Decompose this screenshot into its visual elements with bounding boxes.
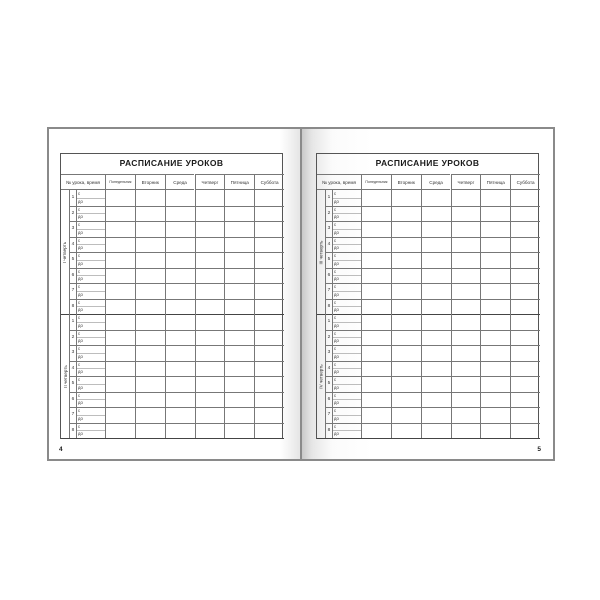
time-from-label: с (78, 377, 81, 382)
time-divider (77, 399, 105, 400)
right-page (302, 129, 553, 459)
column-header-day: Вторник (391, 174, 421, 190)
row-divider (61, 438, 284, 439)
column-divider (165, 190, 166, 438)
lesson-number: 6 (69, 392, 77, 408)
lesson-number: 7 (69, 407, 77, 423)
column-divider (391, 190, 392, 438)
time-to-label: до (334, 260, 339, 266)
lesson-number: 2 (69, 206, 77, 222)
column-header-day: Вторник (135, 174, 165, 190)
lesson-number: 2 (69, 330, 77, 346)
quarter-label (317, 190, 325, 314)
quarter-label-text: III четверть (318, 240, 324, 264)
column-divider (224, 190, 225, 438)
time-to-label: до (334, 245, 339, 250)
time-divider (77, 368, 105, 369)
time-from-label: с (334, 315, 337, 320)
time-to-label: до (334, 369, 339, 374)
time-to-label: до (78, 214, 83, 219)
quarter-label (61, 190, 69, 314)
lesson-number: 8 (69, 423, 77, 439)
quarter-label-text: I четверть (62, 241, 68, 263)
lesson-number: 1 (69, 190, 77, 206)
lesson-row (325, 407, 361, 423)
lesson-row (325, 423, 361, 439)
time-from-label: с (334, 284, 337, 289)
time-divider (333, 399, 361, 400)
lesson-row (325, 221, 361, 237)
lesson-number: 6 (325, 268, 333, 284)
lesson-row (325, 392, 361, 408)
lesson-row (325, 361, 361, 377)
lesson-number: 3 (325, 345, 333, 361)
time-from-label: с (78, 268, 81, 274)
time-to-label: до (78, 384, 83, 390)
lesson-row (69, 423, 105, 439)
column-header-day: Пятница (224, 174, 254, 190)
time-to-label: до (78, 276, 83, 281)
lesson-row (69, 361, 105, 377)
column-divider (105, 190, 106, 438)
time-to-label: до (334, 415, 339, 421)
time-to-label: до (78, 291, 83, 297)
lesson-row (325, 330, 361, 346)
time-to-label: до (78, 431, 83, 436)
lesson-number: 7 (325, 283, 333, 299)
lesson-number: 5 (325, 252, 333, 268)
lesson-number: 6 (69, 268, 77, 284)
time-divider (333, 415, 361, 416)
time-divider (77, 306, 105, 307)
lesson-row (69, 407, 105, 423)
column-header-day: Среда (421, 174, 451, 190)
column-header-day: Пятница (480, 174, 510, 190)
time-to-label: до (334, 338, 339, 343)
time-from-label: с (78, 423, 81, 429)
time-divider (77, 337, 105, 338)
time-divider (77, 198, 105, 199)
lesson-number: 7 (69, 283, 77, 299)
time-from-label: с (78, 346, 81, 351)
lesson-row (69, 330, 105, 346)
lesson-number: 1 (325, 314, 333, 330)
lesson-number: 3 (69, 221, 77, 237)
page-number: 4 (59, 446, 63, 453)
column-header-day: Четверг (195, 174, 225, 190)
left-page (49, 129, 300, 459)
time-from-label: с (334, 253, 337, 258)
time-divider (77, 384, 105, 385)
lesson-number: 2 (325, 206, 333, 222)
page-title: РАСПИСАНИЕ УРОКОВ (375, 158, 480, 168)
column-divider (421, 190, 422, 438)
time-divider (333, 213, 361, 214)
column-divider (361, 190, 362, 438)
time-from-label: с (78, 191, 81, 196)
time-divider (333, 430, 361, 431)
time-divider (333, 384, 361, 385)
time-to-label: до (78, 229, 83, 235)
time-divider (77, 213, 105, 214)
page-title: РАСПИСАНИЕ УРОКОВ (119, 158, 224, 168)
time-from-label: с (334, 423, 337, 429)
time-from-label: с (78, 330, 81, 336)
column-divider (135, 190, 136, 438)
time-divider (77, 275, 105, 276)
lesson-number: 2 (325, 330, 333, 346)
lesson-row (69, 190, 105, 206)
time-divider (333, 244, 361, 245)
time-to-label: до (334, 229, 339, 235)
quarter-label (317, 314, 325, 438)
lesson-number: 4 (69, 237, 77, 253)
schedule-grid (317, 190, 538, 438)
lesson-number: 8 (69, 299, 77, 315)
column-divider (480, 190, 481, 438)
time-to-label: до (334, 400, 339, 405)
page-number: 5 (537, 446, 541, 453)
time-to-label: до (334, 307, 339, 312)
time-to-label: до (78, 245, 83, 250)
quarter-label-text: IV четверть (318, 363, 324, 389)
lesson-row (325, 299, 361, 315)
time-from-label: с (78, 284, 81, 289)
lesson-row (325, 252, 361, 268)
time-to-label: до (78, 260, 83, 266)
time-divider (333, 322, 361, 323)
time-from-label: с (78, 361, 81, 367)
lesson-row (69, 345, 105, 361)
time-from-label: с (334, 392, 337, 398)
time-from-label: с (334, 408, 337, 413)
row-divider (317, 438, 540, 439)
time-from-label: с (78, 222, 81, 227)
time-from-label: с (78, 206, 81, 212)
time-to-label: до (78, 353, 83, 359)
lesson-row (69, 376, 105, 392)
lesson-row (325, 206, 361, 222)
time-divider (77, 291, 105, 292)
time-divider (77, 260, 105, 261)
time-to-label: до (334, 353, 339, 359)
time-to-label: до (334, 198, 339, 204)
time-divider (333, 229, 361, 230)
lesson-number: 4 (69, 361, 77, 377)
lesson-row (325, 314, 361, 330)
lesson-row (69, 392, 105, 408)
column-divider (451, 190, 452, 438)
column-divider (195, 190, 196, 438)
lesson-number: 8 (325, 299, 333, 315)
time-from-label: с (334, 191, 337, 196)
lesson-row (325, 283, 361, 299)
lesson-row (69, 299, 105, 315)
time-to-label: до (78, 369, 83, 374)
time-divider (333, 260, 361, 261)
column-divider (254, 190, 255, 438)
time-from-label: с (78, 392, 81, 398)
time-to-label: до (78, 322, 83, 328)
time-divider (333, 291, 361, 292)
time-from-label: с (78, 253, 81, 258)
lesson-row (325, 190, 361, 206)
lesson-row (325, 268, 361, 284)
time-divider (77, 353, 105, 354)
lesson-number: 4 (325, 237, 333, 253)
time-to-label: до (78, 307, 83, 312)
column-header-day: Суббота (510, 174, 540, 190)
lesson-number: 3 (69, 345, 77, 361)
time-to-label: до (334, 431, 339, 436)
schedule-grid (61, 190, 282, 438)
lesson-number: 5 (69, 252, 77, 268)
time-divider (77, 244, 105, 245)
column-header-lesson: № урока, время (61, 174, 105, 190)
time-from-label: с (334, 222, 337, 227)
column-header-day: Среда (165, 174, 195, 190)
time-to-label: до (78, 415, 83, 421)
time-from-label: с (334, 361, 337, 367)
lesson-row (69, 314, 105, 330)
lesson-number: 6 (325, 392, 333, 408)
lesson-row (69, 237, 105, 253)
time-to-label: до (334, 291, 339, 297)
time-from-label: с (78, 408, 81, 413)
time-divider (333, 306, 361, 307)
column-header-lesson: № урока, время (317, 174, 361, 190)
lesson-number: 5 (69, 376, 77, 392)
time-divider (333, 368, 361, 369)
lesson-number: 8 (325, 423, 333, 439)
lesson-row (69, 283, 105, 299)
lesson-number: 3 (325, 221, 333, 237)
time-from-label: с (334, 377, 337, 382)
time-to-label: до (334, 214, 339, 219)
time-divider (77, 415, 105, 416)
time-divider (77, 229, 105, 230)
time-from-label: с (78, 299, 81, 305)
lesson-row (69, 206, 105, 222)
lesson-number: 5 (325, 376, 333, 392)
time-from-label: с (334, 346, 337, 351)
lesson-row (325, 376, 361, 392)
column-divider (510, 190, 511, 438)
lesson-number: 4 (325, 361, 333, 377)
time-from-label: с (334, 299, 337, 305)
lesson-row (325, 345, 361, 361)
time-divider (333, 198, 361, 199)
time-divider (333, 337, 361, 338)
column-header-day: Понедельник (361, 174, 391, 190)
time-to-label: до (78, 198, 83, 204)
quarter-label-text: II четверть (62, 364, 68, 388)
notebook-spread (47, 127, 555, 461)
lesson-row (69, 221, 105, 237)
column-header-day: Четверг (451, 174, 481, 190)
time-to-label: до (334, 322, 339, 328)
lesson-number: 7 (325, 407, 333, 423)
time-from-label: с (334, 330, 337, 336)
lesson-row (69, 268, 105, 284)
column-header-day: Понедельник (105, 174, 135, 190)
time-divider (333, 275, 361, 276)
column-header-day: Суббота (254, 174, 284, 190)
lesson-row (325, 237, 361, 253)
time-to-label: до (78, 338, 83, 343)
time-from-label: с (78, 315, 81, 320)
quarter-label (61, 314, 69, 438)
time-to-label: до (334, 384, 339, 390)
lesson-number: 1 (69, 314, 77, 330)
time-from-label: с (78, 237, 81, 243)
time-to-label: до (78, 400, 83, 405)
schedule-table (316, 153, 539, 439)
schedule-table (60, 153, 283, 439)
time-divider (77, 430, 105, 431)
time-divider (333, 353, 361, 354)
lesson-number: 1 (325, 190, 333, 206)
lesson-row (69, 252, 105, 268)
time-divider (77, 322, 105, 323)
time-from-label: с (334, 206, 337, 212)
time-from-label: с (334, 237, 337, 243)
time-to-label: до (334, 276, 339, 281)
time-from-label: с (334, 268, 337, 274)
